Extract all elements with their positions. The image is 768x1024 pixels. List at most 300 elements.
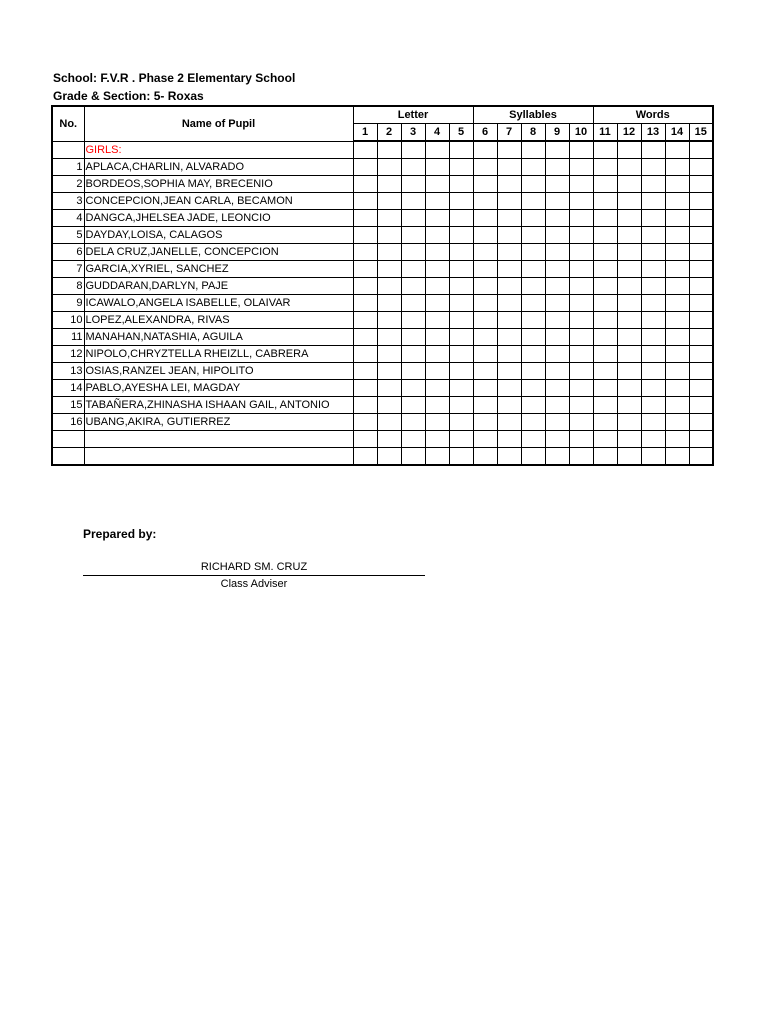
header-no: No. — [52, 106, 84, 141]
score-cell — [641, 278, 665, 295]
score-cell — [401, 193, 425, 210]
score-cell — [497, 380, 521, 397]
score-cell — [425, 278, 449, 295]
score-cell — [353, 176, 377, 193]
score-cell — [689, 346, 713, 363]
score-cell — [617, 380, 641, 397]
pupil-name: PABLO,AYESHA LEI, MAGDAY — [84, 380, 353, 397]
score-cell — [401, 414, 425, 431]
score-cell — [641, 244, 665, 261]
score-cell — [353, 244, 377, 261]
score-cell — [689, 244, 713, 261]
score-cell — [593, 210, 617, 227]
header-col-4: 4 — [425, 124, 449, 142]
score-cell — [401, 244, 425, 261]
row-number: 7 — [52, 261, 84, 278]
score-cell — [401, 380, 425, 397]
score-cell — [353, 431, 377, 448]
score-cell — [665, 193, 689, 210]
pupil-name: MANAHAN,NATASHIA, AGUILA — [84, 329, 353, 346]
row-number: 5 — [52, 227, 84, 244]
table-row — [52, 346, 713, 363]
score-cell — [689, 380, 713, 397]
score-cell — [401, 329, 425, 346]
score-cell — [641, 346, 665, 363]
score-cell — [473, 346, 497, 363]
score-cell — [353, 227, 377, 244]
header-name: Name of Pupil — [84, 106, 353, 141]
row-number: 8 — [52, 278, 84, 295]
score-cell — [545, 278, 569, 295]
score-cell — [689, 210, 713, 227]
score-cell — [425, 346, 449, 363]
score-cell — [449, 346, 473, 363]
row-number: 16 — [52, 414, 84, 431]
score-cell — [401, 346, 425, 363]
score-cell — [641, 193, 665, 210]
score-cell — [425, 329, 449, 346]
score-cell — [689, 261, 713, 278]
score-cell — [449, 193, 473, 210]
score-cell — [377, 329, 401, 346]
score-cell — [665, 397, 689, 414]
score-cell — [377, 448, 401, 466]
score-cell — [521, 141, 545, 159]
score-cell — [665, 141, 689, 159]
score-cell — [497, 397, 521, 414]
row-number: 14 — [52, 380, 84, 397]
pupil-name: APLACA,CHARLIN, ALVARADO — [84, 159, 353, 176]
score-cell — [497, 159, 521, 176]
table-row — [52, 414, 713, 431]
score-cell — [665, 346, 689, 363]
score-cell — [617, 176, 641, 193]
score-cell — [593, 363, 617, 380]
score-cell — [545, 261, 569, 278]
score-cell — [521, 380, 545, 397]
table-row — [52, 210, 713, 227]
score-cell — [545, 414, 569, 431]
score-cell — [569, 176, 593, 193]
header-col-11: 11 — [593, 124, 617, 142]
score-cell — [641, 227, 665, 244]
score-cell — [641, 141, 665, 159]
score-cell — [569, 346, 593, 363]
score-cell — [353, 210, 377, 227]
row-number — [52, 141, 84, 159]
score-cell — [401, 363, 425, 380]
pupil-name: CONCEPCION,JEAN CARLA, BECAMON — [84, 193, 353, 210]
score-cell — [521, 414, 545, 431]
score-cell — [473, 448, 497, 466]
pupil-name: DELA CRUZ,JANELLE, CONCEPCION — [84, 244, 353, 261]
row-number: 11 — [52, 329, 84, 346]
score-cell — [425, 380, 449, 397]
score-cell — [521, 431, 545, 448]
score-cell — [665, 261, 689, 278]
score-cell — [617, 278, 641, 295]
header-col-14: 14 — [665, 124, 689, 142]
score-cell — [473, 295, 497, 312]
row-number: 4 — [52, 210, 84, 227]
score-cell — [641, 329, 665, 346]
score-cell — [617, 193, 641, 210]
score-cell — [497, 329, 521, 346]
score-cell — [545, 448, 569, 466]
score-cell — [593, 176, 617, 193]
score-cell — [545, 193, 569, 210]
header-col-5: 5 — [449, 124, 473, 142]
score-cell — [425, 176, 449, 193]
score-cell — [497, 431, 521, 448]
score-cell — [425, 448, 449, 466]
pupil-name: BORDEOS,SOPHIA MAY, BRECENIO — [84, 176, 353, 193]
score-cell — [569, 227, 593, 244]
score-cell — [545, 295, 569, 312]
score-cell — [569, 141, 593, 159]
score-cell — [665, 159, 689, 176]
score-cell — [425, 193, 449, 210]
score-cell — [425, 244, 449, 261]
score-cell — [593, 414, 617, 431]
score-cell — [401, 210, 425, 227]
score-cell — [593, 261, 617, 278]
score-cell — [377, 380, 401, 397]
score-cell — [473, 363, 497, 380]
score-cell — [449, 414, 473, 431]
score-cell — [545, 346, 569, 363]
score-cell — [425, 414, 449, 431]
group-header-row — [52, 106, 713, 124]
score-cell — [545, 159, 569, 176]
score-cell — [665, 210, 689, 227]
score-cell — [545, 363, 569, 380]
row-number: 15 — [52, 397, 84, 414]
score-cell — [521, 261, 545, 278]
score-cell — [449, 210, 473, 227]
score-cell — [449, 448, 473, 466]
score-cell — [593, 397, 617, 414]
score-cell — [665, 295, 689, 312]
score-cell — [689, 278, 713, 295]
score-cell — [497, 346, 521, 363]
score-cell — [617, 244, 641, 261]
score-cell — [377, 295, 401, 312]
score-cell — [521, 193, 545, 210]
score-cell — [473, 329, 497, 346]
header-col-12: 12 — [617, 124, 641, 142]
score-cell — [449, 176, 473, 193]
score-cell — [617, 159, 641, 176]
score-cell — [497, 278, 521, 295]
grade-section: Grade & Section: 5- Roxas — [53, 89, 204, 103]
score-cell — [425, 261, 449, 278]
score-cell — [593, 346, 617, 363]
score-cell — [425, 312, 449, 329]
score-cell — [545, 176, 569, 193]
section-label: GIRLS: — [84, 141, 353, 159]
table-row — [52, 227, 713, 244]
score-cell — [377, 414, 401, 431]
score-cell — [449, 329, 473, 346]
pupil-rows — [52, 141, 713, 465]
score-cell — [497, 193, 521, 210]
score-cell — [641, 159, 665, 176]
score-cell — [377, 244, 401, 261]
score-cell — [353, 346, 377, 363]
score-cell — [401, 431, 425, 448]
score-cell — [377, 431, 401, 448]
prepared-by-label: Prepared by: — [83, 527, 157, 541]
score-cell — [497, 312, 521, 329]
score-cell — [545, 431, 569, 448]
header-group-letter: Letter — [353, 106, 473, 124]
score-cell — [689, 176, 713, 193]
section-row-girls — [52, 141, 713, 159]
score-cell — [377, 346, 401, 363]
score-cell — [521, 227, 545, 244]
score-cell — [689, 312, 713, 329]
score-cell — [545, 244, 569, 261]
score-cell — [617, 141, 641, 159]
signature-block — [83, 561, 425, 590]
score-cell — [665, 380, 689, 397]
score-cell — [497, 414, 521, 431]
table-row — [52, 363, 713, 380]
pupil-name: GARCIA,XYRIEL, SANCHEZ — [84, 261, 353, 278]
score-cell — [353, 193, 377, 210]
score-cell — [545, 141, 569, 159]
score-cell — [473, 278, 497, 295]
score-cell — [617, 227, 641, 244]
score-cell — [641, 431, 665, 448]
score-cell — [497, 363, 521, 380]
score-cell — [569, 431, 593, 448]
score-cell — [425, 295, 449, 312]
row-number — [52, 431, 84, 448]
score-cell — [593, 380, 617, 397]
score-cell — [521, 346, 545, 363]
pupil-name: TABAÑERA,ZHINASHA ISHAAN GAIL, ANTONIO — [84, 397, 353, 414]
score-cell — [377, 141, 401, 159]
row-number: 2 — [52, 176, 84, 193]
blank-row — [52, 448, 713, 466]
header-col-3: 3 — [401, 124, 425, 142]
score-cell — [641, 380, 665, 397]
score-cell — [401, 261, 425, 278]
score-cell — [593, 159, 617, 176]
score-cell — [497, 244, 521, 261]
score-cell — [425, 227, 449, 244]
row-number: 1 — [52, 159, 84, 176]
score-cell — [617, 448, 641, 466]
header-col-2: 2 — [377, 124, 401, 142]
score-cell — [593, 448, 617, 466]
score-cell — [521, 329, 545, 346]
score-cell — [665, 448, 689, 466]
score-cell — [521, 176, 545, 193]
score-cell — [425, 159, 449, 176]
table-row — [52, 295, 713, 312]
score-cell — [569, 414, 593, 431]
score-cell — [473, 210, 497, 227]
score-cell — [473, 193, 497, 210]
score-cell — [425, 141, 449, 159]
score-cell — [377, 193, 401, 210]
score-cell — [593, 431, 617, 448]
score-cell — [665, 363, 689, 380]
score-cell — [449, 312, 473, 329]
header-col-10: 10 — [569, 124, 593, 142]
score-cell — [449, 159, 473, 176]
score-cell — [545, 329, 569, 346]
score-cell — [617, 295, 641, 312]
score-cell — [641, 312, 665, 329]
row-number: 6 — [52, 244, 84, 261]
score-cell — [665, 431, 689, 448]
header-col-8: 8 — [521, 124, 545, 142]
score-cell — [449, 295, 473, 312]
header-col-9: 9 — [545, 124, 569, 142]
pupil-name: NIPOLO,CHRYZTELLA RHEIZLL, CABRERA — [84, 346, 353, 363]
score-cell — [569, 448, 593, 466]
score-cell — [521, 363, 545, 380]
score-cell — [545, 380, 569, 397]
score-cell — [593, 193, 617, 210]
score-cell — [593, 227, 617, 244]
score-cell — [569, 193, 593, 210]
score-cell — [449, 261, 473, 278]
score-cell — [401, 397, 425, 414]
score-cell — [689, 227, 713, 244]
pupil-name — [84, 448, 353, 466]
pupil-name: GUDDARAN,DARLYN, PAJE — [84, 278, 353, 295]
score-cell — [569, 210, 593, 227]
score-cell — [569, 295, 593, 312]
score-cell — [497, 261, 521, 278]
score-cell — [689, 431, 713, 448]
blank-row — [52, 431, 713, 448]
table-row — [52, 397, 713, 414]
score-cell — [425, 210, 449, 227]
score-cell — [689, 159, 713, 176]
score-cell — [473, 312, 497, 329]
score-cell — [353, 414, 377, 431]
pupil-name — [84, 431, 353, 448]
score-cell — [497, 295, 521, 312]
score-cell — [593, 244, 617, 261]
score-cell — [353, 261, 377, 278]
score-cell — [617, 312, 641, 329]
score-cell — [641, 176, 665, 193]
score-cell — [401, 159, 425, 176]
score-cell — [665, 244, 689, 261]
score-cell — [449, 278, 473, 295]
score-cell — [449, 380, 473, 397]
score-cell — [377, 363, 401, 380]
row-number: 9 — [52, 295, 84, 312]
row-number: 10 — [52, 312, 84, 329]
score-cell — [569, 261, 593, 278]
pupil-name: OSIAS,RANZEL JEAN, HIPOLITO — [84, 363, 353, 380]
adviser-name: RICHARD SM. CRUZ — [83, 561, 425, 576]
score-cell — [353, 295, 377, 312]
score-cell — [497, 141, 521, 159]
score-cell — [641, 210, 665, 227]
header-col-13: 13 — [641, 124, 665, 142]
row-number — [52, 448, 84, 466]
score-cell — [353, 380, 377, 397]
table-row — [52, 329, 713, 346]
score-cell — [473, 397, 497, 414]
score-cell — [617, 431, 641, 448]
score-cell — [377, 278, 401, 295]
score-cell — [497, 210, 521, 227]
score-cell — [569, 363, 593, 380]
score-cell — [521, 210, 545, 227]
score-cell — [545, 227, 569, 244]
score-cell — [665, 176, 689, 193]
score-cell — [617, 346, 641, 363]
table-row — [52, 176, 713, 193]
score-cell — [665, 414, 689, 431]
score-cell — [545, 312, 569, 329]
score-cell — [353, 397, 377, 414]
document-header — [53, 69, 295, 105]
score-cell — [521, 295, 545, 312]
score-cell — [449, 363, 473, 380]
score-cell — [569, 312, 593, 329]
table-row — [52, 278, 713, 295]
score-cell — [449, 227, 473, 244]
score-cell — [377, 261, 401, 278]
table-row — [52, 159, 713, 176]
pupil-name: DANGCA,JHELSEA JADE, LEONCIO — [84, 210, 353, 227]
score-cell — [353, 312, 377, 329]
score-cell — [449, 397, 473, 414]
score-cell — [593, 141, 617, 159]
score-cell — [641, 363, 665, 380]
score-cell — [473, 159, 497, 176]
score-cell — [497, 176, 521, 193]
score-cell — [689, 448, 713, 466]
score-cell — [473, 176, 497, 193]
score-cell — [641, 448, 665, 466]
score-cell — [617, 363, 641, 380]
adviser-title: Class Adviser — [220, 578, 288, 590]
score-cell — [521, 397, 545, 414]
score-cell — [689, 193, 713, 210]
score-cell — [401, 295, 425, 312]
score-cell — [353, 448, 377, 466]
score-cell — [641, 261, 665, 278]
score-cell — [689, 141, 713, 159]
score-cell — [689, 329, 713, 346]
table-row — [52, 244, 713, 261]
score-cell — [449, 244, 473, 261]
score-cell — [593, 278, 617, 295]
pupil-name: UBANG,AKIRA, GUTIERREZ — [84, 414, 353, 431]
score-cell — [617, 414, 641, 431]
score-cell — [377, 210, 401, 227]
score-cell — [545, 397, 569, 414]
score-cell — [641, 414, 665, 431]
score-cell — [665, 312, 689, 329]
score-cell — [689, 295, 713, 312]
score-cell — [425, 397, 449, 414]
score-cell — [521, 244, 545, 261]
score-cell — [473, 414, 497, 431]
